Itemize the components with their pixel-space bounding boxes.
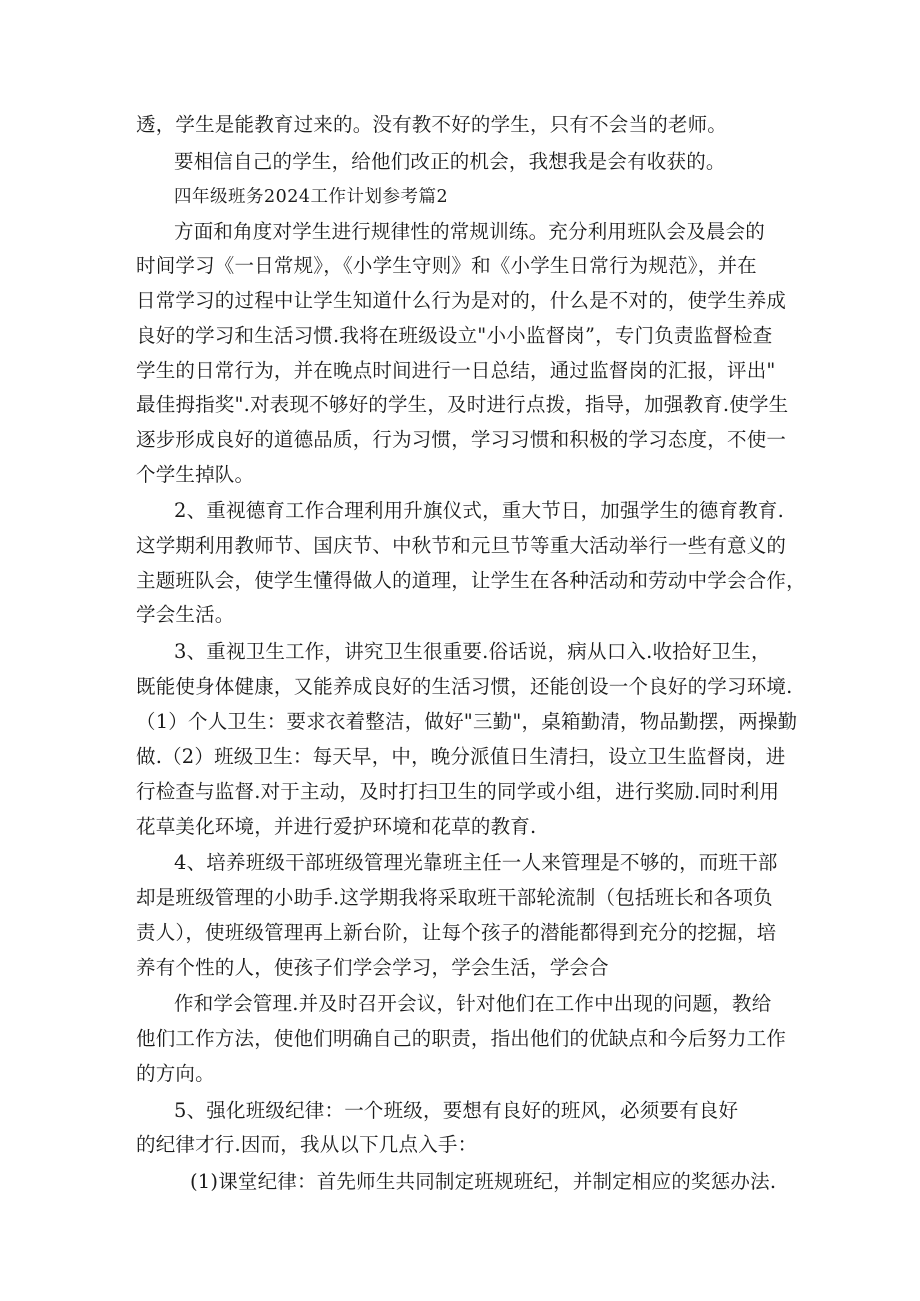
text-line: 5、强化班级纪律：一个班级，要想有良好的班风，必须要有良好	[174, 1099, 739, 1122]
text-line: 时间学习《一日常规》，《小学生守则》和《小学生日常行为规范》，并在	[136, 254, 757, 277]
text-line: 做.（2）班级卫生：每天早，中，晚分派值日生清扫，设立卫生监督岗，进	[136, 745, 786, 768]
text-line: 这学期利用教师节、国庆节、中秋节和元旦节等重大活动举行一些有意义的	[136, 534, 787, 557]
text-line: (1)课堂纪律：首先师生共同制定班规班纪，并制定相应的奖惩办法.	[190, 1170, 777, 1193]
section-heading: 四年级班务2024工作计划参考篇2	[174, 187, 449, 207]
text-line: 个学生掉队。	[136, 463, 255, 486]
text-line: 他们工作方法，使他们明确自己的职责，指出他们的优缺点和今后努力工作	[136, 1027, 787, 1050]
text-line: 的纪律才行.因而，我从以下几点入手：	[136, 1133, 478, 1156]
text-line: （1）个人卫生：要求衣着整洁，做好"三勤"，桌箱勤清，物品勤摆，两操勤	[136, 710, 798, 733]
text-line: 学生的日常行为，并在晚点时间进行一日总结，通过监督岗的汇报，评出"	[136, 359, 776, 382]
text-line: 花草美化环境，并进行爱护环境和花草的教育.	[136, 815, 537, 838]
text-line: 主题班队会，使学生懂得做人的道理，让学生在各种活动和劳动中学会合作，	[136, 569, 806, 592]
text-line: 2、重视德育工作合理利用升旗仪式，重大节日，加强学生的德育教育.	[174, 499, 785, 522]
text-line: 行检查与监督.对于主动，及时打扫卫生的同学或小组，进行奖励.同时利用	[136, 780, 780, 803]
text-line: 最佳拇指奖".对表现不够好的学生，及时进行点拨，指导，加强教育.使学生	[136, 393, 789, 416]
text-line: 作和学会管理.并及时召开会议，针对他们在工作中出现的问题，教给	[174, 992, 772, 1015]
text-line: 学会生活。	[136, 603, 235, 626]
text-line: 要相信自己的学生，给他们改正的机会，我想我是会有收获的。	[174, 150, 726, 173]
text-line: 良好的学习和生活习惯.我将在班级设立"小小监督岗”，专门负责监督检查	[136, 324, 773, 347]
text-line: 日常学习的过程中让学生知道什么行为是对的，什么是不对的，使学生养成	[136, 289, 787, 312]
text-line: 透，学生是能教育过来的。没有教不好的学生，只有不会当的老师。	[136, 113, 728, 136]
text-line: 责人），使班级管理再上新台阶，让每个孩子的潜能都得到充分的挖掘，培	[136, 921, 777, 944]
text-line: 的方向。	[136, 1062, 215, 1085]
text-line: 养有个性的人，使孩子们学会学习，学会生活，学会合	[136, 956, 609, 979]
text-line: 既能使身体健康，又能养成良好的生活习惯，还能创设一个良好的学习环境.	[136, 675, 793, 698]
text-line: 方面和角度对学生进行规律性的常规训练。充分利用班队会及晨会的	[174, 220, 766, 243]
text-line: 却是班级管理的小助手.这学期我将采取班干部轮流制（包括班长和各项负	[136, 886, 773, 909]
text-line: 4、培养班级干部班级管理光靠班主任一人来管理是不够的，而班干部	[174, 851, 778, 874]
text-line: 3、重视卫生工作，讲究卫生很重要.俗话说，病从口入.收拾好卫生，	[174, 640, 771, 663]
text-line: 逐步形成良好的道德品质，行为习惯，学习习惯和积极的学习态度，不使一	[136, 428, 787, 451]
